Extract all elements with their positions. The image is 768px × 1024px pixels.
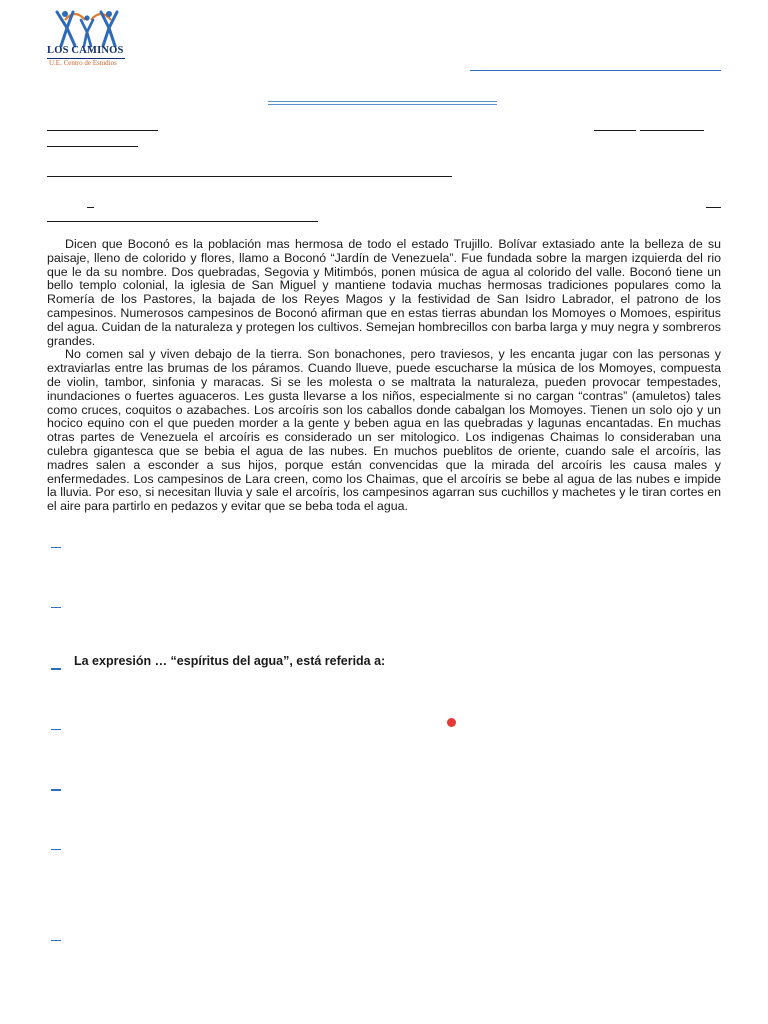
logo-subtitle: U.E. Centro de Estudios	[49, 59, 117, 67]
field-blank-line-3	[640, 130, 704, 131]
school-logo	[47, 8, 129, 68]
field-blank-line-7	[706, 207, 721, 208]
red-dot-marker	[447, 718, 456, 727]
title-blank-line-bottom	[268, 104, 497, 105]
field-blank-line-1	[47, 130, 158, 131]
reading-passage	[47, 238, 721, 514]
passage-paragraph-2: No comen sal y viven debajo de la tierra. Son bonachones, pero traviesos, y les encanta jugar con las personas y extraviarlas entre las brumas de los páramos. Cuando llueve, puede escucharse la música de los Momoyes, compuesta de violin, tambor, sinfonia y maracas. Si se les molesta o se maltrata la naturaleza, pueden provocar tempestades, inundaciones o fuertes aguaceros. Les gusta llevarse a los niños, especialmente si no cargan “contras” (amuletos) tales como cruces, coquitos o azabaches. Los arcoíris son los caballos donde cabalgan los Momoyes. Tienen un solo ojo y un hocico equino con el que pueden morder a la gente y beben agua en las quebradas y lagunas encantadas. En muchas otras partes de Venezuela el arcoíris es considerado un ser mitologico. Los indigenas Chaimas lo consideraban una culebra gigantesca que se bebia el agua de las nubes. En muchos pueblitos de oriente, cuando sale el arcoíris, las madres salen a esconder a sus hijos, porque están convencidas que la mirada del arcoíris les causa males y enfermedades. Los campesinos de Lara creen, como los Chaimas, que el arcoíris se bebe al agua de las nubes e impide la lluvia. Por eso, si necesitan lluvia y sale el arcoíris, los campesinos agarran sus cuchillos y machetes y le tiran cortes en el aire para partirlo en pedazos y evitar que se beba toda el agua.	[47, 347, 721, 514]
header-blank-line-right	[470, 70, 721, 71]
question-marker-7	[51, 940, 61, 941]
question-marker-5	[51, 789, 61, 791]
question-marker-4	[51, 729, 61, 730]
passage-paragraph-1: Dicen que Boconó es la población mas hermosa de todo el estado Trujillo. Bolívar extasiado ante la belleza de su paisaje, lleno de colorido y flores, llamo a Boconó “Jardín de Venezuela”. Fue fundada sobre la margen izquierda del rio que le da su nombre. Dos quebradas, Segovia y Mitimbós, ponen música de agua al colorido del valle. Boconó tiene un bello templo colonial, la iglesia de San Miguel y mantiene todavia muchas hermosas tradiciones populares como la Romería de los Pastores, la bajada de los Reyes Magos y la festividad de San Isidro Labrador, el patrono de los campesinos. Numerosos campesinos de Boconó afirman que en estas tierras abundan los Momoyes o Momoes, espiritus del agua. Cuidan de la naturaleza y protegen los cultivos. Semejan hombrecillos con barba larga y muy negra y sombreros grandes.	[47, 237, 721, 348]
logo-figures-icon	[47, 8, 129, 48]
field-blank-line-4	[47, 146, 138, 147]
field-blank-line-6	[87, 207, 94, 208]
question-text: La expresión … “espíritus del agua”, está referida a:	[74, 654, 386, 668]
field-blank-line-5	[47, 176, 452, 177]
logo-name: LOS CAMINOS	[47, 45, 124, 56]
question-marker-3	[51, 668, 61, 670]
question-marker-6	[51, 849, 61, 850]
title-blank-line-top	[268, 101, 497, 102]
question-marker-2	[51, 607, 61, 608]
field-blank-line-2	[594, 130, 636, 131]
field-blank-line-8	[47, 221, 318, 222]
question-marker-1	[51, 547, 61, 548]
